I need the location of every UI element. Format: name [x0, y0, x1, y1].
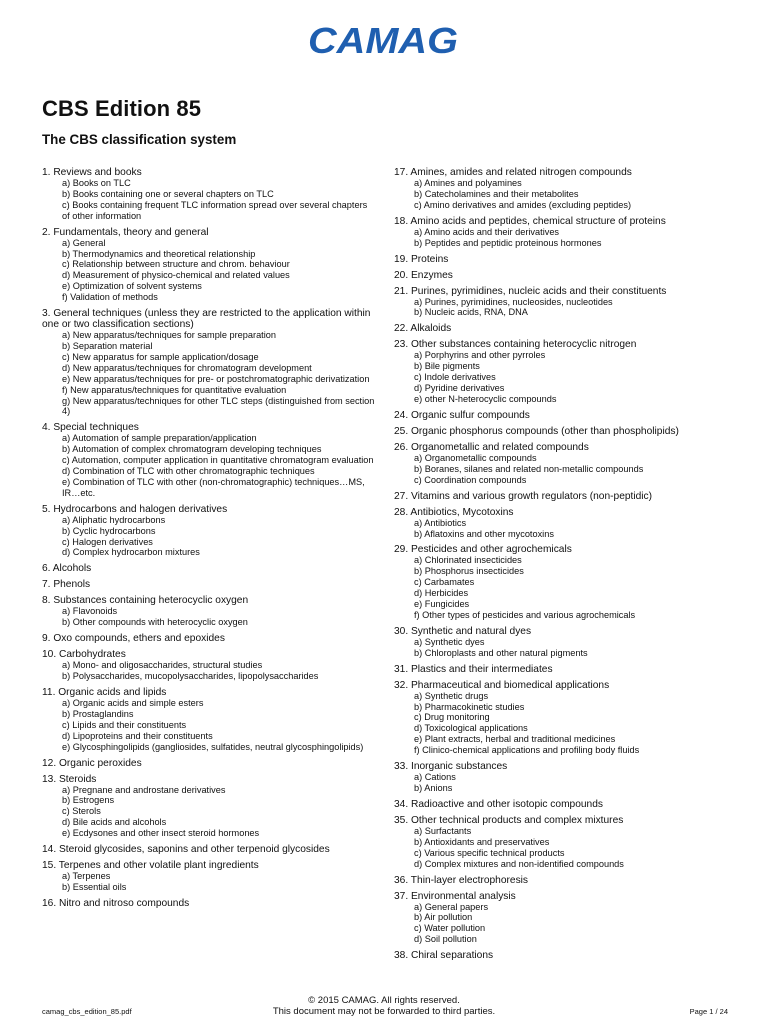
subsection-item: b) Estrogens: [62, 795, 115, 806]
footer-page-number: Page 1 / 24: [689, 1007, 728, 1016]
classification-section: [42, 563, 376, 574]
section-title: 36. Thin-layer electrophoresis: [394, 874, 529, 886]
classification-section: [42, 579, 376, 590]
classification-section: [42, 687, 376, 753]
subsection-item: c) Halogen derivatives: [62, 536, 153, 547]
subsection-item: b) Cyclic hydrocarbons: [62, 525, 156, 536]
classification-section: [42, 844, 376, 855]
subsection-item: b) Aflatoxins and other mycotoxins: [414, 528, 554, 539]
subsection-item: c) Drug monitoring: [414, 712, 490, 723]
subsection-item: a) Synthetic drugs: [414, 690, 489, 701]
subsection-item: g) New apparatus/techniques for other TLC steps (distinguished from section 4): [62, 395, 375, 417]
subsection-item: d) Pyridine derivatives: [414, 383, 505, 394]
classification-section: [394, 286, 734, 319]
subsection-item: c) Various specific technical products: [414, 847, 565, 858]
subsection-item: a) Amino acids and their derivatives: [414, 226, 560, 237]
subsection-item: a) Books on TLC: [62, 178, 131, 188]
section-title: 14. Steroid glycosides, saponins and other terpenoid glycosides: [42, 844, 330, 856]
subsection-item: d) Lipoproteins and their constituents: [62, 730, 213, 741]
subsection-item: e) Optimization of solvent systems: [62, 281, 202, 292]
subsection-item: e) Ecdysones and other insect steroid hormones: [62, 828, 260, 839]
classification-section: [42, 227, 376, 303]
section-title: 19. Proteins: [394, 253, 449, 265]
section-title: 17. Amines, amides and related nitrogen compounds: [394, 167, 632, 178]
classification-section: [42, 633, 376, 644]
subsection-item: e) Glycosphingolipids (gangliosides, sulfatides, neutral glycosphingolipids): [62, 741, 364, 752]
section-title: 38. Chiral separations: [394, 950, 494, 962]
subsection-item: b) Automation of complex chromatogram developing techniques: [62, 444, 322, 455]
section-title: 24. Organic sulfur compounds: [394, 409, 530, 421]
classification-section: [42, 422, 376, 498]
subsection-item: d) Complex hydrocarbon mixtures: [62, 547, 200, 558]
section-title: 6. Alcohols: [42, 563, 92, 575]
classification-section: [42, 758, 376, 769]
subsection-item: a) Amines and polyamines: [414, 178, 522, 188]
section-title: 23. Other substances containing heterocyclic nitrogen: [394, 339, 637, 351]
subsection-item: a) Pregnane and androstane derivatives: [62, 784, 226, 795]
classification-section: [42, 898, 376, 909]
subsection-item: c) Coordination compounds: [414, 474, 527, 485]
section-title: 16. Nitro and nitroso compounds: [42, 897, 190, 909]
classification-section: [394, 875, 734, 886]
classification-section: [394, 491, 734, 502]
classification-section: [394, 626, 734, 659]
classification-section: [394, 270, 734, 281]
classification-section: [394, 167, 734, 211]
subsection-item: a) New apparatus/techniques for sample preparation: [62, 330, 276, 341]
subsection-item: a) Porphyrins and other pyrroles: [414, 350, 546, 361]
classification-section: [42, 167, 376, 222]
classification-section: [394, 216, 734, 249]
subsection-item: e) New apparatus/techniques for pre- or postchromatographic derivatization: [62, 373, 370, 384]
subsection-item: b) Prostaglandins: [62, 708, 134, 719]
section-title: 22. Alkaloids: [394, 323, 452, 335]
subsection-item: a) General: [62, 237, 106, 248]
subsection-item: b) Phosphorus insecticides: [414, 566, 524, 577]
subsection-item: e) Combination of TLC with other (non-chromatographic) techniques…MS, IR…etc.: [62, 476, 365, 498]
classification-section: [394, 544, 734, 620]
subsection-item: c) Relationship between structure and chrom. behaviour: [62, 259, 290, 270]
section-title: 5. Hydrocarbons and halogen derivatives: [42, 503, 228, 515]
subsection-item: c) Carbamates: [414, 577, 475, 588]
subsection-item: c) Lipids and their constituents: [62, 719, 187, 730]
subsection-item: a) Terpenes: [62, 871, 111, 882]
section-title: 10. Carbohydrates: [42, 649, 126, 661]
subsection-item: f) Validation of methods: [62, 292, 158, 303]
subsection-item: d) Toxicological applications: [414, 723, 528, 734]
subsection-item: a) Organometallic compounds: [414, 452, 537, 463]
classification-section: [394, 254, 734, 265]
subsection-item: b) Other compounds with heterocyclic oxygen: [62, 617, 248, 628]
subsection-item: b) Air pollution: [414, 912, 473, 923]
subsection-item: e) Plant extracts, herbal and traditional medicines: [414, 734, 616, 745]
section-title: 28. Antibiotics, Mycotoxins: [394, 506, 514, 518]
subsection-item: f) Clinico-chemical applications and profiling body fluids: [414, 745, 640, 756]
subsection-item: c) Amino derivatives and amides (excluding peptides): [414, 199, 632, 210]
classification-section: [394, 442, 734, 486]
subsection-item: f) Other types of pesticides and various agrochemicals: [414, 609, 636, 620]
subsection-item: b) Pharmacokinetic studies: [414, 701, 525, 712]
subsection-item: e) other N-heterocyclic compounds: [414, 393, 557, 404]
section-title: 31. Plastics and their intermediates: [394, 663, 553, 675]
section-title: 1. Reviews and books: [42, 167, 142, 178]
section-title: 35. Other technical products and complex mixtures: [394, 814, 624, 826]
classification-section: [394, 339, 734, 405]
subsection-item: b) Chloroplasts and other natural pigments: [414, 647, 588, 658]
classification-section: [42, 308, 376, 417]
subsection-item: d) Herbicides: [414, 588, 469, 599]
classification-section: [394, 426, 734, 437]
subsection-item: a) Purines, pyrimidines, nucleosides, nucleotides: [414, 296, 613, 307]
section-title: 20. Enzymes: [394, 269, 453, 281]
classification-section: [42, 649, 376, 682]
subsection-item: b) Separation material: [62, 340, 153, 351]
camag-logo: [307, 24, 459, 57]
subsection-item: a) Synthetic dyes: [414, 636, 485, 647]
subsection-item: a) Cations: [414, 772, 456, 783]
section-title: 27. Vitamins and various growth regulators (non-peptidic): [394, 490, 653, 502]
subsection-item: c) Automation, computer application in quantitative chromatogram evaluation: [62, 455, 374, 466]
section-title: 3. General techniques (unless they are restricted to the application within one or two classification sections): [42, 308, 371, 331]
subsection-item: a) Automation of sample preparation/application: [62, 433, 257, 444]
subsection-item: b) Nucleic acids, RNA, DNA: [414, 307, 528, 318]
classification-section: [394, 323, 734, 334]
subsection-item: c) Books containing frequent TLC information spread over several chapters of other information: [62, 199, 368, 221]
section-title: 26. Organometallic and related compounds: [394, 441, 589, 453]
section-title: 11. Organic acids and lipids: [42, 687, 167, 698]
classification-section: [394, 680, 734, 756]
subsection-item: b) Antioxidants and preservatives: [414, 836, 550, 847]
section-title: 13. Steroids: [42, 773, 97, 785]
footer-forwarding-notice: This document may not be forwarded to third parties.: [272, 1006, 496, 1017]
classification-section: [394, 891, 734, 946]
classification-section: [394, 507, 734, 540]
section-title: 2. Fundamentals, theory and general: [42, 226, 209, 238]
subsection-item: a) General papers: [414, 901, 489, 912]
camag-logo-text: CAMAG: [308, 24, 458, 57]
section-title: 32. Pharmaceutical and biomedical applications: [394, 679, 610, 691]
classification-section: [42, 504, 376, 559]
subsection-item: a) Chlorinated insecticides: [414, 555, 522, 566]
subsection-item: d) New apparatus/techniques for chromatogram development: [62, 362, 312, 373]
section-title: 18. Amino acids and peptides, chemical structure of proteins: [394, 215, 666, 227]
right-column: [394, 167, 734, 966]
classification-section: [394, 950, 734, 961]
footer-copyright: © 2015 CAMAG. All rights reserved.: [308, 995, 460, 1006]
classification-section: [394, 410, 734, 421]
subsection-item: a) Surfactants: [414, 825, 472, 836]
section-title: 7. Phenols: [42, 579, 91, 591]
section-title: 37. Environmental analysis: [394, 890, 516, 902]
subsection-item: f) New apparatus/techniques for quantitative evaluation: [62, 384, 287, 395]
section-title: 15. Terpenes and other volatile plant ingredients: [42, 860, 259, 872]
subsection-item: b) Catecholamines and their metabolites: [414, 188, 579, 199]
classification-section: [394, 664, 734, 675]
classification-section: [42, 595, 376, 628]
subsection-item: a) Aliphatic hydrocarbons: [62, 514, 166, 525]
subsection-item: a) Mono- and oligosaccharides, structural studies: [62, 660, 263, 671]
subsection-item: b) Books containing one or several chapters on TLC: [62, 188, 274, 199]
subsection-item: a) Antibiotics: [414, 517, 467, 528]
section-title: 25. Organic phosphorus compounds (other than phospholipids): [394, 425, 679, 437]
subsection-item: b) Thermodynamics and theoretical relationship: [62, 248, 256, 259]
subsection-item: e) Fungicides: [414, 599, 470, 610]
subsection-item: c) Indole derivatives: [414, 372, 496, 383]
subsection-item: b) Anions: [414, 783, 453, 793]
section-title: 4. Special techniques: [42, 422, 139, 434]
section-title: 34. Radioactive and other isotopic compounds: [394, 798, 603, 810]
section-title: 29. Pesticides and other agrochemicals: [394, 544, 572, 556]
section-title: 33. Inorganic substances: [394, 761, 508, 773]
subsection-item: b) Peptides and peptidic proteinous hormones: [414, 237, 602, 248]
subsection-item: c) New apparatus for sample application/dosage: [62, 351, 259, 362]
subsection-item: d) Bile acids and alcohols: [62, 817, 167, 828]
subsection-item: a) Organic acids and simple esters: [62, 698, 204, 708]
subsection-item: c) Water pollution: [414, 923, 486, 934]
section-title: 30. Synthetic and natural dyes: [394, 625, 532, 637]
subsection-item: b) Boranes, silanes and related non-metallic compounds: [414, 463, 644, 474]
subsection-item: d) Complex mixtures and non-identified compounds: [414, 858, 624, 869]
subsection-item: b) Polysaccharides, mucopolysaccharides, lipopolysaccharides: [62, 671, 319, 682]
subsection-item: c) Sterols: [62, 806, 101, 817]
subsection-item: b) Bile pigments: [414, 361, 480, 372]
section-title: 12. Organic peroxides: [42, 757, 142, 769]
page-subtitle: The CBS classification system: [42, 132, 237, 147]
classification-section: [42, 774, 376, 840]
subsection-item: b) Essential oils: [62, 881, 127, 892]
classification-section: [394, 815, 734, 870]
footer-filename: camag_cbs_edition_85.pdf: [42, 1007, 132, 1016]
subsection-item: d) Soil pollution: [414, 934, 477, 945]
classification-section: [42, 860, 376, 893]
subsection-item: a) Flavonoids: [62, 606, 118, 617]
section-title: 8. Substances containing heterocyclic oxygen: [42, 595, 249, 607]
page-title: CBS Edition 85: [42, 96, 202, 121]
section-title: 21. Purines, pyrimidines, nucleic acids and their constituents: [394, 285, 667, 297]
subsection-item: d) Combination of TLC with other chromatographic techniques: [62, 466, 315, 477]
subsection-item: d) Measurement of physico-chemical and related values: [62, 270, 290, 281]
left-column: [42, 167, 376, 914]
classification-section: [394, 799, 734, 810]
classification-section: [394, 761, 734, 794]
section-title: 9. Oxo compounds, ethers and epoxides: [42, 633, 225, 645]
